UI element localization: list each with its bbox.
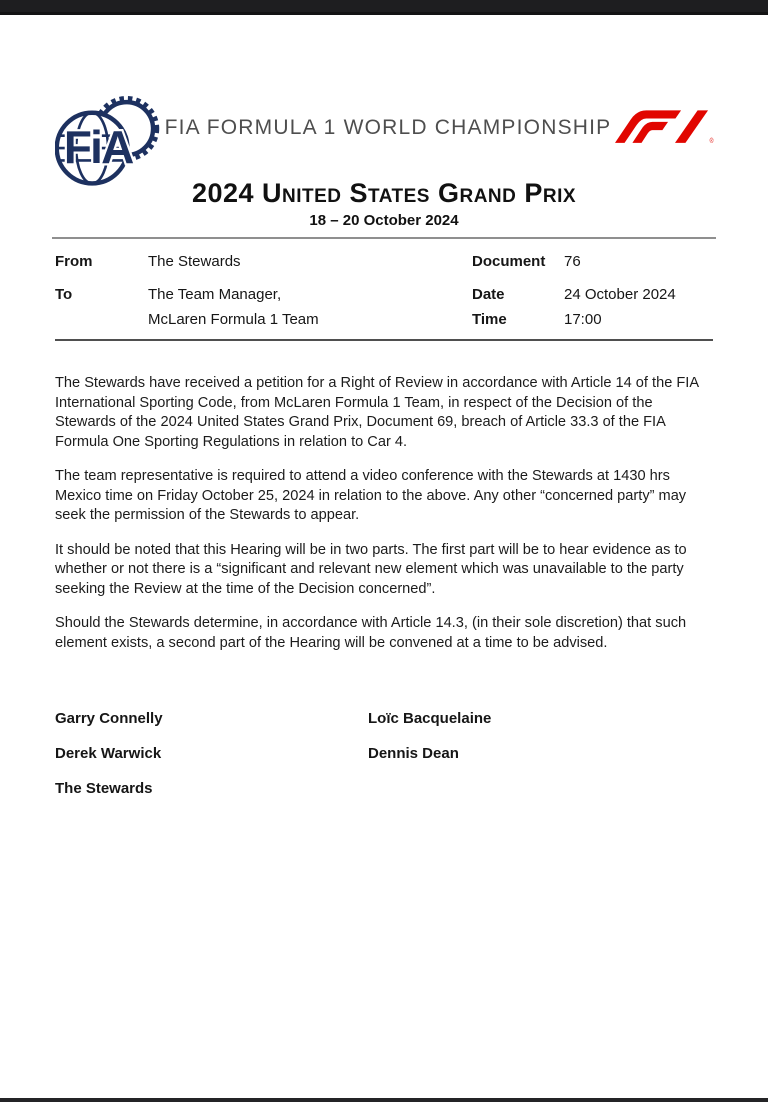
signature-name-3: Derek Warwick (55, 745, 162, 762)
meta-spacer (55, 310, 148, 335)
signature-block (55, 710, 715, 815)
signature-footer: The Stewards (55, 780, 153, 797)
fia-logo-icon (55, 92, 161, 190)
event-title: 2024 United States Grand Prix (191, 178, 577, 208)
to-label: To (55, 286, 73, 303)
meta-table (55, 252, 715, 335)
window-top-bar (0, 0, 768, 15)
signature-spacer (368, 780, 715, 815)
date-value: 24 October 2024 (564, 286, 676, 303)
rule-top (52, 237, 716, 239)
event-dates: 18 – 20 October 2024 (309, 212, 459, 229)
signature-name-1: Garry Connelly (55, 710, 163, 727)
from-value: The Stewards (148, 253, 241, 270)
date-label: Date (472, 286, 505, 303)
paragraph-decision: Should the Stewards determine, in accordance with Article 14.3, (in their sole discretion) that such element exists, a second part of the Hearing will be convened at a time to be advised. (55, 615, 687, 651)
f1-registered-mark: ® (709, 137, 714, 144)
document-value: 76 (564, 253, 581, 270)
letter-body (55, 374, 715, 668)
paragraph-conference: The team representative is required to attend a video conference with the Stewards at 1430 hrs Mexico time on Friday October 25, 2024 in relation to the above. Any other “concerned party” may seek the permission of the Stewards to appear. (55, 468, 687, 523)
fia-logo-letters: FiA (63, 121, 133, 174)
from-label: From (55, 253, 93, 270)
signature-name-2: Loïc Bacquelaine (368, 710, 492, 727)
to-value-line1: The Team Manager, (148, 286, 282, 303)
window-bottom-bar (0, 1098, 768, 1102)
rule-bottom (55, 339, 713, 341)
time-value: 17:00 (564, 311, 602, 328)
to-value-line2: McLaren Formula 1 Team (148, 311, 319, 328)
f1-logo-icon (615, 108, 715, 144)
championship-title: FIA FORMULA 1 WORLD CHAMPIONSHIP (164, 116, 612, 139)
document-label: Document (472, 253, 546, 270)
paragraph-hearing: It should be noted that this Hearing will be in two parts. The first part will be to hear evidence as to whether or not there is a “significant and relevant new element which was unavailable to the party seeking the Review at the time of the Decision concerned”. (55, 541, 687, 597)
time-label: Time (472, 311, 507, 328)
paragraph-petition: The Stewards have received a petition for a Right of Review in accordance with Article 14 of the FIA International Sporting Code, from McLaren Formula 1 Team, in respect of the Decision of the Stewards of the 2024 United States Grand Prix, Document 69, breach of Article 33.3 of the FIA Formula One Sporting Regulations in relation to Car 4. (55, 375, 699, 450)
signature-name-4: Dennis Dean (368, 745, 459, 762)
